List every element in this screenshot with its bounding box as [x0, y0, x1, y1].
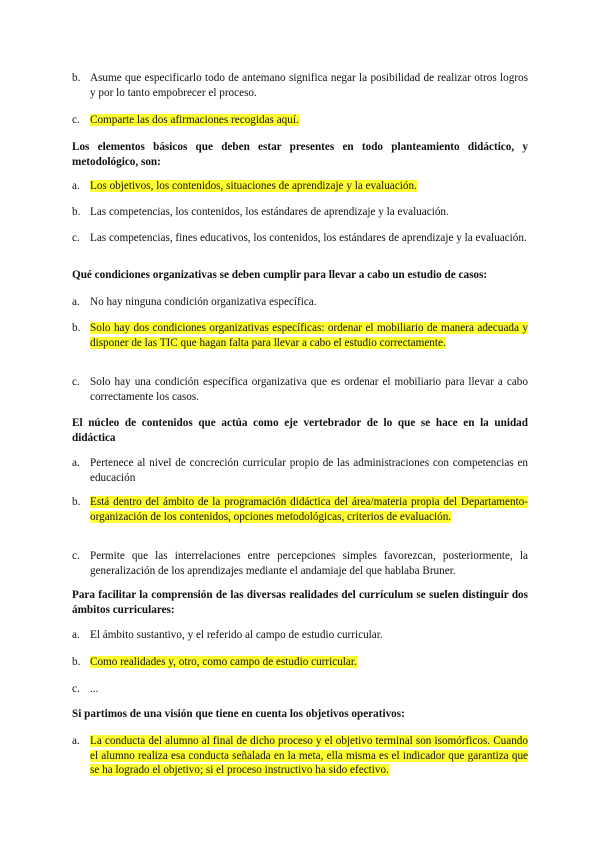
highlighted-answer: La conducta del alumno al final de dicho proceso y el objetivo terminal son isomórficos. Cuando el alumno realiza esa conducta señalada en la meta, ella misma es el indicador que garantiza que se ha logrado el objetivo; si el proceso instructivo ha sido efectivo.: [90, 735, 528, 777]
q2-option-c[interactable]: c. Las competencias, fines educativos, los contenidos, los estándares de aprendizaje y la evaluación.: [72, 232, 527, 244]
highlighted-answer: Está dentro del ámbito de la programación didáctica del área/materia propia del Departamento-organización de los contenidos, opciones metodológicas, criterios de evaluación.: [90, 496, 528, 523]
q1-option-b[interactable]: b. Asume que especificarlo todo de antemano significa negar la posibilidad de realizar otros logros y por lo tanto empobrecer el proceso.: [72, 72, 528, 99]
q3-question: Qué condiciones organizativas se deben cumplir para llevar a cabo un estudio de casos:: [72, 269, 488, 281]
q2-option-b[interactable]: b. Las competencias, los contenidos, los estándares de aprendizaje y la evaluación.: [72, 206, 449, 218]
q6-question: Si partimos de una visión que tiene en cuenta los objetivos operativos:: [72, 708, 405, 720]
q5-option-c[interactable]: c. ...: [72, 683, 99, 695]
q4-option-c[interactable]: c. Permite que las interrelaciones entre percepciones simples favorezcan, posteriormente, la generalización de los aprendizajes mediante el andamiaje del que hablaba Bruner.: [72, 550, 528, 577]
highlighted-answer: Como realidades y, otro, como campo de estudio curricular.: [90, 656, 357, 668]
q3-option-a[interactable]: a. No hay ninguna condición organizativa específica.: [72, 296, 317, 308]
q4-question: El núcleo de contenidos que actúa como eje vertebrador de lo que se hace en la unidad didáctica: [72, 417, 528, 444]
q4-option-b[interactable]: b. Está dentro del ámbito de la programación didáctica del área/materia propia del Departamento-organización de los contenidos, opciones metodológicas, criterios de evaluación.: [72, 496, 528, 523]
q5-option-b[interactable]: b. Como realidades y, otro, como campo de estudio curricular.: [72, 656, 357, 668]
q6-option-a[interactable]: a. La conducta del alumno al final de dicho proceso y el objetivo terminal son isomórficos. Cuando el alumno realiza esa conducta señalada en la meta, ella misma es el indicador que garantiza que se ha logrado el objetivo; si el proceso instructivo ha sido efectivo.: [72, 735, 528, 777]
q5-question: Para facilitar la comprensión de las diversas realidades del currículum se suelen distinguir dos ámbitos curriculares:: [72, 589, 528, 616]
highlighted-answer: Los objetivos, los contenidos, situaciones de aprendizaje y la evaluación.: [90, 180, 417, 192]
q1-option-c[interactable]: c. Comparte las dos afirmaciones recogidas aquí.: [72, 114, 299, 126]
highlighted-answer: Comparte las dos afirmaciones recogidas aquí.: [90, 114, 299, 126]
q4-option-a[interactable]: a. Pertenece al nivel de concreción curricular propio de las administraciones con competencias en educación: [72, 457, 528, 484]
q3-option-b[interactable]: b. Solo hay dos condiciones organizativas específicas: ordenar el mobiliario de manera adecuada y disponer de las TIC que hagan falta para llevar a cabo el estudio correctamente.: [72, 322, 528, 349]
q5-option-a[interactable]: a. El ámbito sustantivo, y el referido al campo de estudio curricular.: [72, 629, 383, 641]
q2-option-a[interactable]: a. Los objetivos, los contenidos, situaciones de aprendizaje y la evaluación.: [72, 180, 417, 192]
q3-option-c[interactable]: c. Solo hay una condición específica organizativa que es ordenar el mobiliario para llevar a cabo correctamente los casos.: [72, 376, 528, 403]
q2-question: Los elementos básicos que deben estar presentes en todo planteamiento didáctico, y metodológico, son:: [72, 141, 528, 168]
highlighted-answer: Solo hay dos condiciones organizativas específicas: ordenar el mobiliario de manera adecuada y disponer de las TIC que hagan falta para llevar a cabo el estudio correctamente.: [90, 322, 528, 349]
